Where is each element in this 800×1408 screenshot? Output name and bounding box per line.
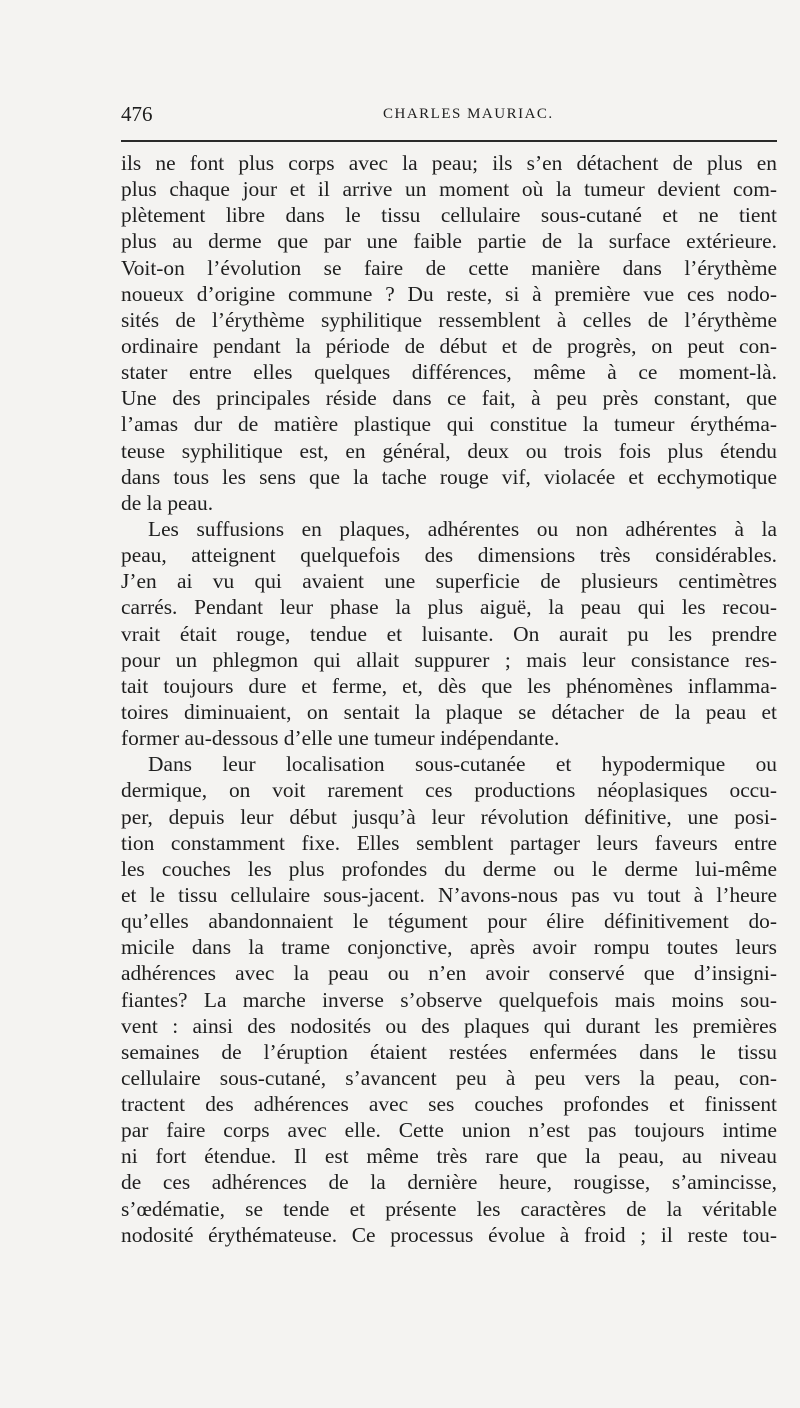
text-line: vrait était rouge, tendue et luisante. On aurait pu les prendre — [121, 621, 777, 646]
text-line: ils ne font plus corps avec la peau; ils s’en détachent de plus en — [121, 151, 777, 175]
text-line: Les suffusions en plaques, adhérentes ou non adhérentes à la — [148, 516, 777, 541]
text-line: ordinaire pendant la période de début et de progrès, on peut con- — [121, 333, 777, 358]
text-line: les couches les plus profondes du derme ou le derme lui-même — [121, 856, 777, 881]
header-rule — [121, 140, 777, 142]
text-line: micile dans la trame conjonctive, après avoir rompu toutes leurs — [121, 935, 777, 960]
text-line: per, depuis leur début jusqu’à leur révolution définitive, une posi- — [121, 804, 777, 829]
text-line: dans tous les sens que la tache rouge vif, violacée et ecchymotique — [121, 464, 777, 489]
page-number: 476 — [121, 102, 153, 126]
page-header — [121, 102, 777, 128]
text-line: de ces adhérences de la dernière heure, rougisse, s’amincisse, — [121, 1170, 777, 1195]
text-line: tait toujours dure et ferme, et, dès que les phénomènes inflamma- — [121, 673, 777, 698]
text-line: Une des principales réside dans ce fait, à peu près constant, que — [121, 386, 777, 411]
text-line: fiantes? La marche inverse s’observe quelquefois mais moins sou- — [121, 987, 777, 1012]
text-line: vent : ainsi des nodosités ou des plaques qui durant les premières — [121, 1013, 777, 1038]
text-line: qu’elles abandonnaient le tégument pour élire définitivement do- — [121, 909, 777, 934]
text-line: l’amas dur de matière plastique qui constitue la tumeur érythéma- — [121, 412, 777, 437]
text-line: dermique, on voit rarement ces productions néoplasiques occu- — [121, 778, 777, 803]
text-line: former au-dessous d’elle une tumeur indépendante. — [121, 726, 560, 751]
text-line: s’œdématie, se tende et présente les caractères de la véritable — [121, 1196, 777, 1221]
text-line: nodosité érythémateuse. Ce processus évolue à froid ; il reste tou- — [121, 1222, 777, 1247]
text-line: Voit-on l’évolution se faire de cette manière dans l’érythème — [121, 255, 777, 280]
text-line: et le tissu cellulaire sous-jacent. N’avons-nous pas vu tout à l’heure — [121, 882, 777, 907]
text-line: plètement libre dans le tissu cellulaire sous-cutané et ne tient — [121, 203, 777, 228]
text-line: tractent des adhérences avec ses couches profondes et finissent — [121, 1092, 777, 1117]
text-line: cellulaire sous-cutané, s’avancent peu à peu vers la peau, con- — [121, 1065, 777, 1090]
text-line: plus chaque jour et il arrive un moment où la tumeur devient com- — [121, 177, 777, 202]
text-line: par faire corps avec elle. Cette union n’est pas toujours intime — [121, 1118, 777, 1143]
text-line: J’en ai vu qui avaient une superficie de plusieurs centimètres — [121, 569, 777, 594]
text-line: teuse syphilitique est, en général, deux ou trois fois plus étendu — [121, 438, 777, 463]
text-line: tion constamment fixe. Elles semblent partager leurs faveurs entre — [121, 830, 777, 855]
text-line: de la peau. — [121, 490, 214, 515]
text-line: carrés. Pendant leur phase la plus aiguë, la peau qui les recou- — [121, 595, 777, 620]
body-text — [121, 150, 777, 1248]
text-line: plus au derme que par une faible partie de la surface extérieure. — [121, 229, 777, 254]
text-line: ni fort étendue. Il est même très rare que la peau, au niveau — [121, 1144, 777, 1169]
text-line: noueux d’origine commune ? Du reste, si à première vue ces nodo- — [121, 281, 777, 306]
text-line: adhérences avec la peau ou n’en avoir conservé que d’insigni- — [121, 961, 777, 986]
running-head: CHARLES MAURIAC. — [383, 106, 554, 122]
text-line: Dans leur localisation sous-cutanée et hypodermique ou — [148, 752, 777, 777]
text-line: pour un phlegmon qui allait suppurer ; mais leur consistance res- — [121, 647, 777, 672]
text-line: toires diminuaient, on sentait la plaque se détacher de la peau et — [121, 699, 777, 724]
text-line: semaines de l’éruption étaient restées enfermées dans le tissu — [121, 1039, 777, 1064]
text-line: stater entre elles quelques différences, même à ce moment-là. — [121, 360, 777, 385]
text-line: peau, atteignent quelquefois des dimensions très considérables. — [121, 543, 777, 568]
text-line: sités de l’érythème syphilitique ressemblent à celles de l’érythème — [121, 307, 777, 332]
